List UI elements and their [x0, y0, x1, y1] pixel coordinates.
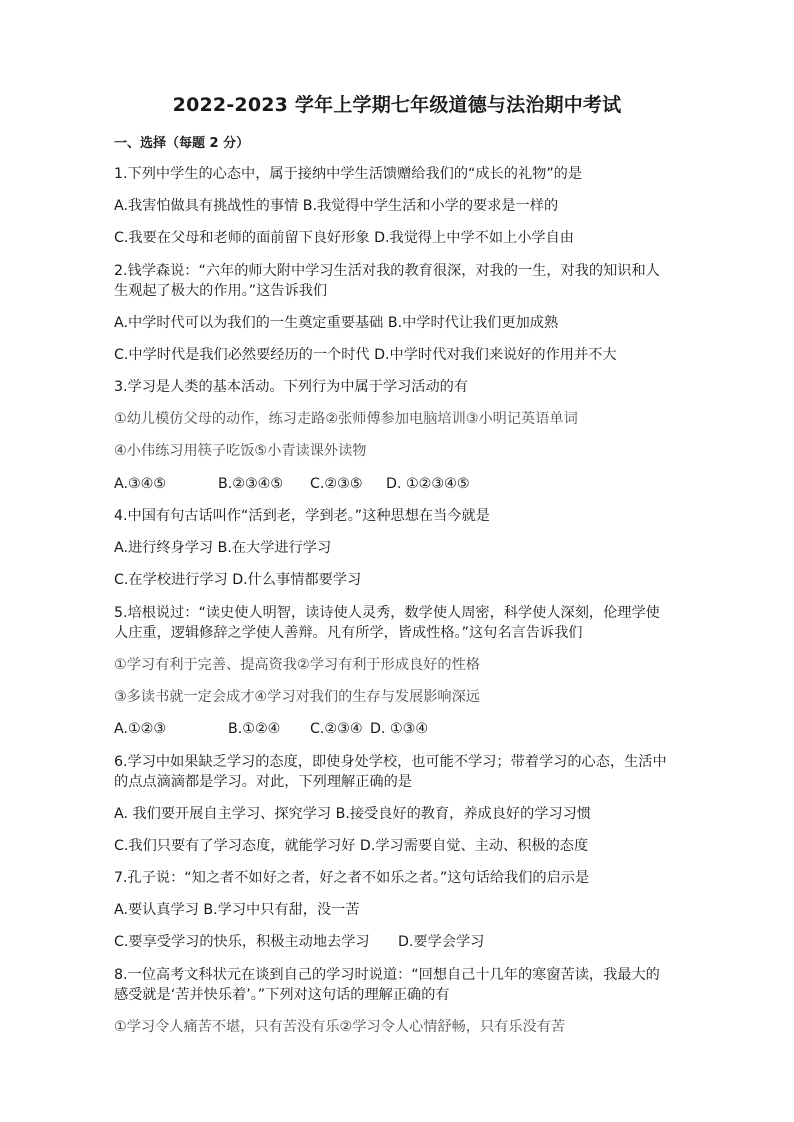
question-3-option-d: D. ①②③④⑤ [386, 476, 470, 492]
question-5-option-c: C.②③④ [310, 721, 363, 737]
section-heading: 一、选择（每题 2 分） [114, 136, 250, 151]
question-4-options-ab: A.进行终身学习 B.在大学进行学习 [114, 540, 332, 556]
question-8-stem-line-2: 感受就是‘苦并快乐着’。”下列对这句话的理解正确的有 [114, 987, 450, 1003]
question-7-option-d: D.要学会学习 [398, 934, 485, 950]
question-2-stem-line-1: 2.钱学森说：“六年的师大附中学习生活对我的教育很深，对我的一生，对我的知识和人 [114, 263, 660, 279]
question-3-stem: 3.学习是人类的基本活动。下列行为中属于学习活动的有 [114, 379, 469, 395]
question-1-stem: 1.下列中学生的心态中，属于接纳中学生活馈赠给我们的“成长的礼物”的是 [114, 166, 583, 182]
question-3-items-line-2: ④小伟练习用筷子吃饭⑤小青读课外读物 [114, 443, 367, 459]
question-7-stem: 7.孔子说：“知之者不如好之者，好之者不如乐之者。”这句话给我们的启示是 [114, 870, 590, 886]
question-5-items-line-2: ③多读书就一定会成才④学习对我们的生存与发展影响深远 [114, 689, 480, 705]
question-6-stem-line-1: 6.学习中如果缺乏学习的态度，即使身处学校，也可能不学习；带着学习的心态，生活中 [114, 754, 667, 770]
question-2-options-ab: A.中学时代可以为我们的一生奠定重要基础 B.中学时代让我们更加成熟 [114, 315, 559, 331]
question-1-options-ab: A.我害怕做具有挑战性的事情 B.我觉得中学生活和小学的要求是一样的 [114, 198, 559, 214]
question-7-option-c: C.要享受学习的快乐，积极主动地去学习 [114, 934, 370, 950]
question-7-options-ab: A.要认真学习 B.学习中只有甜，没一苦 [114, 902, 360, 918]
question-8-items-line-1: ①学习令人痛苦不堪，只有苦没有乐②学习令人心情舒畅，只有乐没有苦 [114, 1019, 566, 1035]
question-2-stem-line-2: 生观起了极大的作用。”这告诉我们 [114, 283, 328, 299]
exam-title: 2022-2023 学年上学期七年级道德与法治期中考试 [172, 94, 622, 116]
question-8-stem-line-1: 8.一位高考文科状元在谈到自己的学习时说道：“回想自己十几年的寒窗苦读，我最大的 [114, 967, 660, 983]
question-5-option-d: D. ①③④ [370, 721, 429, 737]
question-6-options-cd: C.我们只要有了学习态度，就能学习好 D.学习需要自觉、主动、积极的态度 [114, 838, 589, 854]
question-4-options-cd: C.在学校进行学习 D.什么事情都要学习 [114, 572, 362, 588]
question-6-options-ab: A. 我们要开展自主学习、探究学习 B.接受良好的教育，养成良好的学习习惯 [114, 806, 592, 822]
question-5-stem-line-2: 人庄重，逻辑修辞之学使人善辩。凡有所学，皆成性格。”这句名言告诉我们 [114, 625, 583, 641]
question-3-option-b: B.②③④⑤ [218, 476, 284, 492]
question-3-items-line-1: ①幼儿模仿父母的动作，练习走路②张师傅参加电脑培训③小明记英语单词 [114, 411, 578, 427]
question-3-option-c: C.②③⑤ [310, 476, 363, 492]
question-1-options-cd: C.我要在父母和老师的面前留下良好形象 D.我觉得上中学不如上小学自由 [114, 230, 574, 246]
question-5-option-a: A.①②③ [114, 721, 167, 737]
question-2-options-cd: C.中学时代是我们必然要经历的一个时代 D.中学时代对我们来说好的作用并不大 [114, 347, 617, 363]
question-6-stem-line-2: 的点点滴滴都是学习。对此，下列理解正确的是 [114, 774, 412, 790]
question-5-option-b: B.①②④ [228, 721, 281, 737]
question-4-stem: 4.中国有句古话叫作“活到老，学到老。”这种思想在当今就是 [114, 508, 490, 524]
question-5-items-line-1: ①学习有利于完善、提高资我②学习有利于形成良好的性格 [114, 657, 480, 673]
question-5-stem-line-1: 5.培根说过：“读史使人明智，读诗使人灵秀，数学使人周密，科学使人深刻，伦理学使 [114, 605, 660, 621]
question-3-option-a: A.③④⑤ [114, 476, 167, 492]
